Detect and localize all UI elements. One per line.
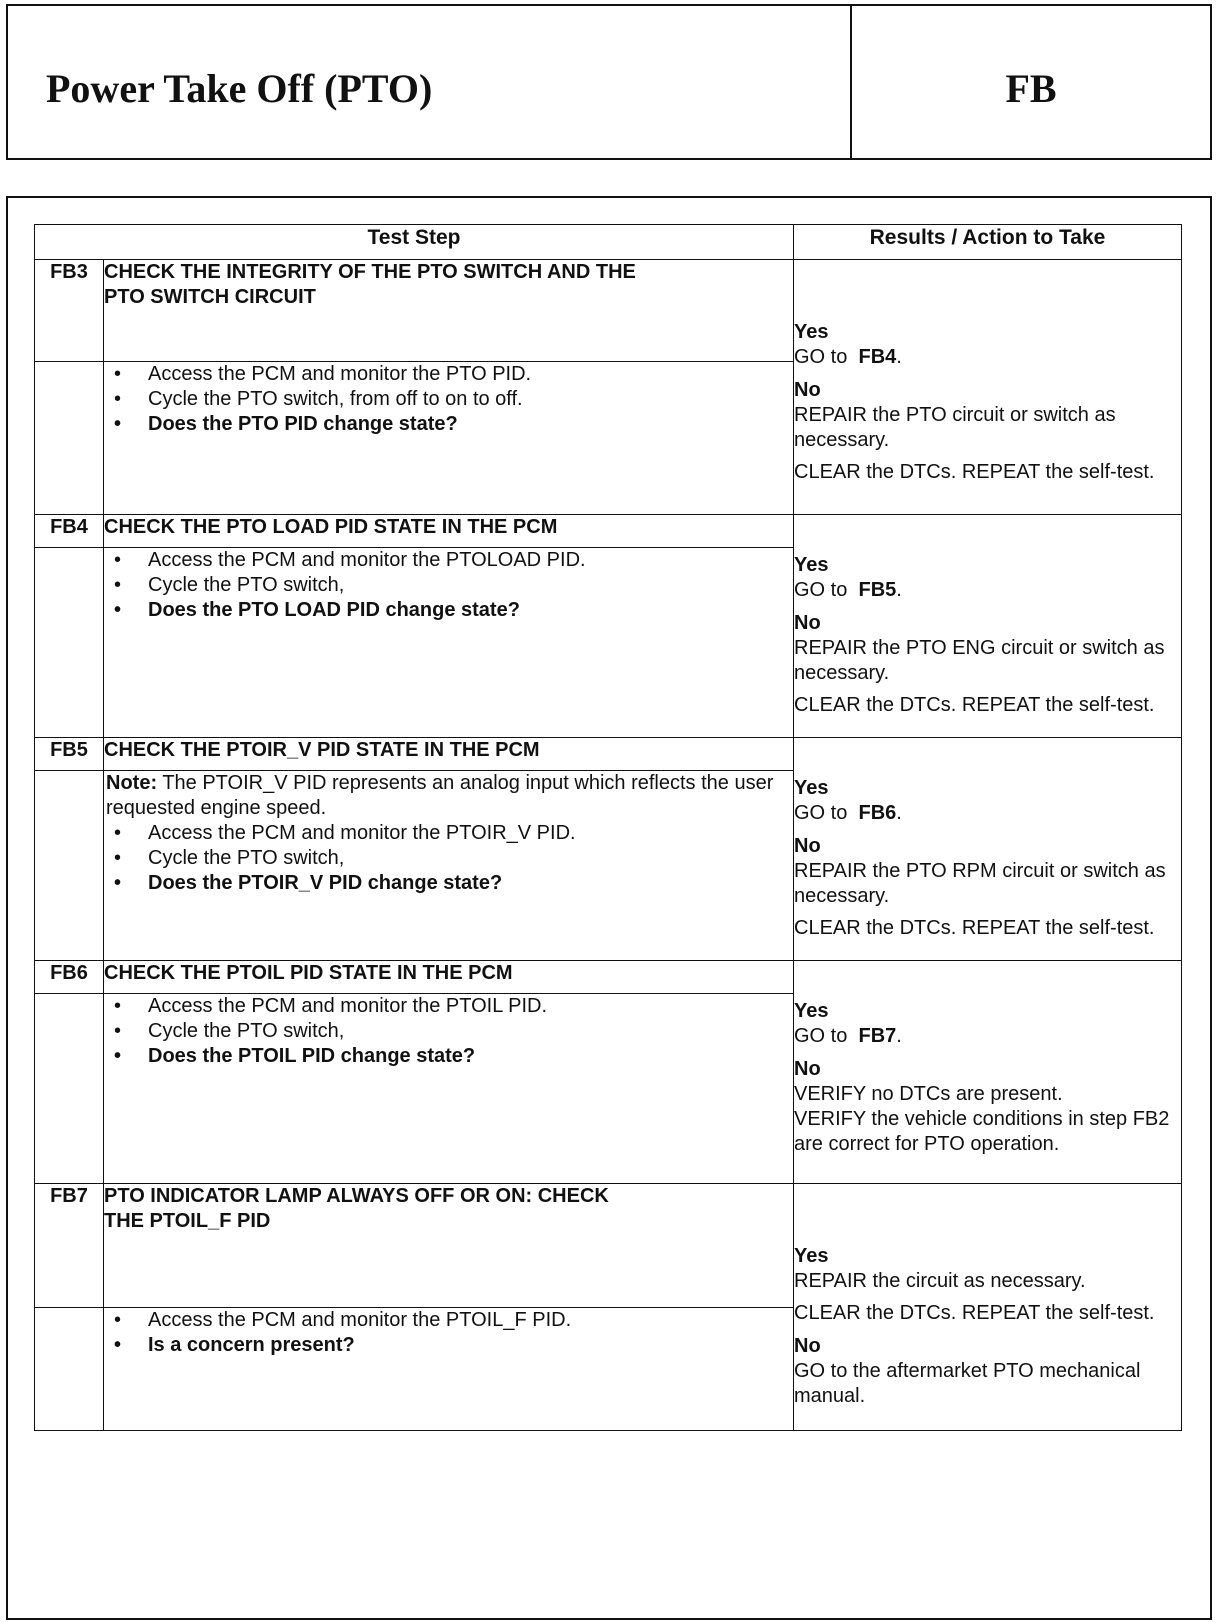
- step-body: [104, 548, 794, 738]
- step-id: FB3: [35, 260, 104, 362]
- list-item: • Cycle the PTO switch,: [148, 846, 793, 871]
- step-link: FB5: [858, 579, 897, 601]
- list-item: • Cycle the PTO switch, from off to on to off.: [148, 387, 793, 412]
- yes-action: GO to FB4.: [794, 346, 902, 368]
- test-step-table: [34, 224, 1182, 1431]
- yes-label: Yes: [794, 777, 829, 799]
- step-results: [794, 260, 1182, 515]
- step-heading-line: CHECK THE INTEGRITY OF THE PTO SWITCH AND THE: [104, 261, 636, 283]
- list-item: • Access the PCM and monitor the PTOIL_F PID.: [148, 1308, 793, 1333]
- yes-label: Yes: [794, 554, 829, 576]
- no-action: REPAIR the PTO RPM circuit or switch as necessary.: [794, 860, 1166, 907]
- note-label: Note:: [106, 772, 158, 794]
- list-item: • Cycle the PTO switch,: [148, 573, 793, 598]
- yes-action: GO to FB7.: [794, 1025, 902, 1047]
- no-action: VERIFY no DTCs are present.: [794, 1083, 1063, 1105]
- step-question: • Does the PTO LOAD PID change state?: [148, 598, 793, 623]
- no-action: CLEAR the DTCs. REPEAT the self-test.: [794, 694, 1155, 716]
- page-header: [6, 4, 1212, 160]
- yes-action: GO to FB6.: [794, 802, 902, 824]
- yes-label: Yes: [794, 1000, 829, 1022]
- no-action: REPAIR the PTO ENG circuit or switch as necessary.: [794, 637, 1165, 684]
- list-item: • Cycle the PTO switch,: [148, 1019, 793, 1044]
- step-body: [104, 994, 794, 1184]
- page-title: Power Take Off (PTO): [46, 66, 433, 111]
- step-link: FB7: [858, 1025, 897, 1047]
- step-heading: CHECK THE PTOIL PID STATE IN THE PCM: [104, 961, 794, 994]
- step-body: [104, 771, 794, 961]
- list-item: • Access the PCM and monitor the PTOLOAD PID.: [148, 548, 793, 573]
- step-heading: [104, 260, 794, 362]
- step-heading: CHECK THE PTOIR_V PID STATE IN THE PCM: [104, 738, 794, 771]
- step-results: [794, 515, 1182, 738]
- no-action: CLEAR the DTCs. REPEAT the self-test.: [794, 461, 1155, 483]
- step-question: • Does the PTOIR_V PID change state?: [148, 871, 793, 896]
- step-fb4-heading-row: [35, 515, 1182, 548]
- yes-action: CLEAR the DTCs. REPEAT the self-test.: [794, 1302, 1155, 1324]
- list-item: • Access the PCM and monitor the PTOIR_V PID.: [148, 821, 793, 846]
- step-body: [104, 1307, 794, 1431]
- step-link: FB4: [858, 346, 897, 368]
- yes-label: Yes: [794, 321, 829, 343]
- table-header-row: [35, 225, 1182, 260]
- list-item: • Access the PCM and monitor the PTO PID.: [148, 362, 793, 387]
- step-fb6-heading-row: [35, 961, 1182, 994]
- no-action: VERIFY the vehicle conditions in step FB2 are correct for PTO operation.: [794, 1108, 1170, 1155]
- no-label: No: [794, 379, 821, 401]
- col-test-step: Test Step: [35, 225, 794, 260]
- no-action: CLEAR the DTCs. REPEAT the self-test.: [794, 917, 1155, 939]
- note-text: The PTOIR_V PID represents an analog input which reflects the user requested engine speed.: [106, 772, 774, 819]
- no-label: No: [794, 612, 821, 634]
- step-note: [104, 771, 793, 821]
- step-fb5-heading-row: [35, 738, 1182, 771]
- yes-action: REPAIR the circuit as necessary.: [794, 1270, 1086, 1292]
- step-fb3-heading-row: [35, 260, 1182, 362]
- step-heading: CHECK THE PTO LOAD PID STATE IN THE PCM: [104, 515, 794, 548]
- step-id: FB4: [35, 515, 104, 548]
- col-results: Results / Action to Take: [794, 225, 1182, 260]
- step-id: FB5: [35, 738, 104, 771]
- step-id: FB6: [35, 961, 104, 994]
- step-results: [794, 961, 1182, 1184]
- no-label: No: [794, 1058, 821, 1080]
- step-heading: [104, 1184, 794, 1308]
- no-label: No: [794, 835, 821, 857]
- step-heading-line: PTO SWITCH CIRCUIT: [104, 286, 316, 308]
- step-question: • Does the PTO PID change state?: [148, 412, 793, 437]
- no-label: No: [794, 1335, 821, 1357]
- step-body: [104, 362, 794, 515]
- step-heading-line: THE PTOIL_F PID: [104, 1210, 271, 1232]
- step-heading-line: PTO INDICATOR LAMP ALWAYS OFF OR ON: CHECK: [104, 1185, 609, 1207]
- step-results: [794, 1184, 1182, 1431]
- step-fb7-heading-row: [35, 1184, 1182, 1308]
- step-question: • Is a concern present?: [148, 1333, 793, 1358]
- section-code: FB: [1005, 66, 1057, 111]
- step-question: • Does the PTOIL PID change state?: [148, 1044, 793, 1069]
- list-item: • Access the PCM and monitor the PTOIL PID.: [148, 994, 793, 1019]
- no-action: REPAIR the PTO circuit or switch as necessary.: [794, 404, 1116, 451]
- step-link: FB6: [858, 802, 897, 824]
- yes-action: GO to FB5.: [794, 579, 902, 601]
- step-results: [794, 738, 1182, 961]
- step-id: FB7: [35, 1184, 104, 1308]
- yes-label: Yes: [794, 1245, 829, 1267]
- no-action: GO to the aftermarket PTO mechanical manual.: [794, 1360, 1141, 1407]
